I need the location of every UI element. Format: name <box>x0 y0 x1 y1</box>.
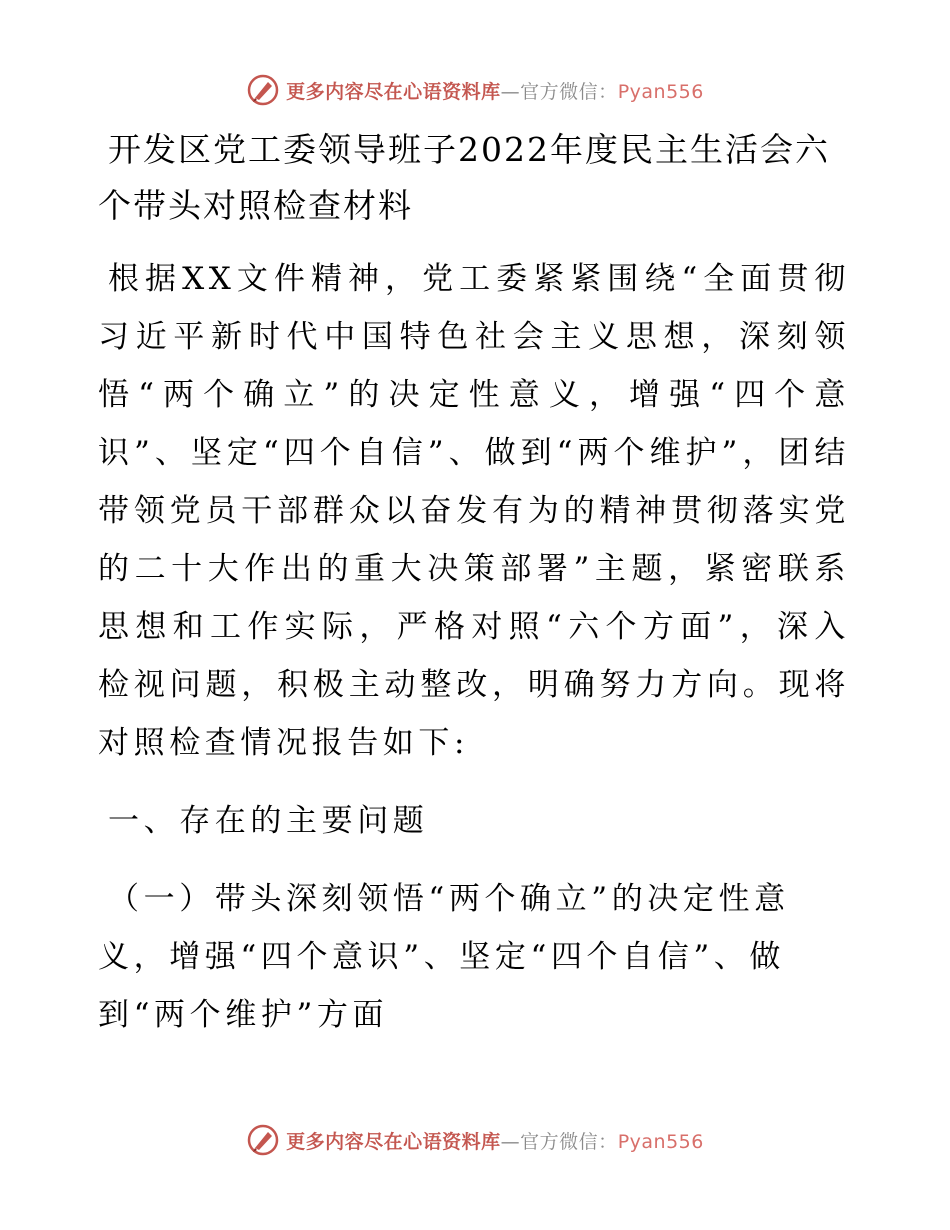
watermark-separator: — <box>500 80 521 103</box>
document-body <box>98 122 850 1044</box>
watermark-text <box>286 77 704 104</box>
watermark-text <box>286 1127 704 1154</box>
watermark-brand: 更多内容尽在心语资料库 <box>286 1130 501 1153</box>
pen-logo-icon <box>246 73 280 107</box>
watermark-separator: — <box>500 1130 521 1153</box>
watermark-account: Pyan556 <box>617 1130 704 1153</box>
subsection-heading-1: （一）带头深刻领悟“两个确立”的决定性意义，增强“四个意识”、坚定“四个自信”、做到“两个维护”方面 <box>98 881 790 1033</box>
watermark-channel: 官方微信： <box>520 1130 618 1153</box>
watermark-account: Pyan556 <box>617 80 704 103</box>
watermark-footer <box>0 1120 950 1160</box>
watermark-brand: 更多内容尽在心语资料库 <box>286 80 501 103</box>
watermark-channel: 官方微信： <box>520 80 618 103</box>
pen-logo-icon <box>246 1123 280 1157</box>
document-title: 开发区党工委领导班子2022年度民主生活会六个带头对照检查材料 <box>98 130 830 225</box>
section-heading-1: 一、存在的主要问题 <box>108 803 429 839</box>
intro-paragraph: 根据XX文件精神，党工委紧紧围绕“全面贯彻习近平新时代中国特色社会主义思想，深刻领悟“两个确立”的决定性意义，增强“四个意识”、坚定“四个自信”、做到“两个维护”，团结带领党员干部群众以奋发有为的精神贯彻落实党的二十大作出的重大决策部署”主题，紧密联系思想和工作实际，严格对照“六个方面”，深入检视问题，积极主动整改，明确努力方向。现将对照检查情况报告如下: <box>98 261 850 761</box>
watermark-header <box>0 70 950 110</box>
